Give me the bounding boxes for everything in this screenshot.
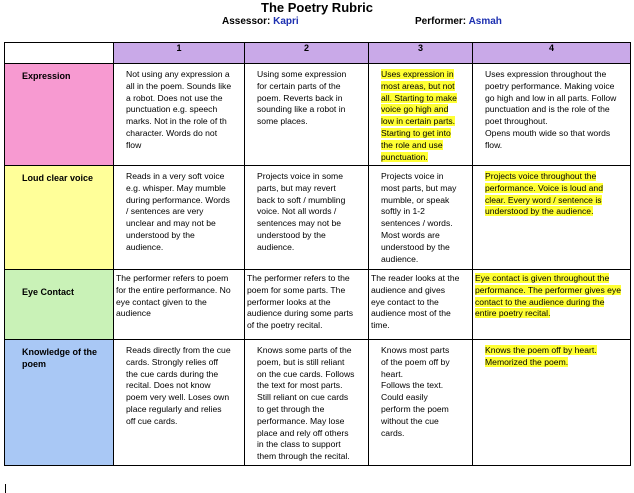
cell-line: Reads in a very soft voice bbox=[126, 171, 225, 181]
assessor-name: Kapri bbox=[273, 16, 299, 27]
descriptor-cell bbox=[369, 64, 473, 166]
cell-line: marks. Not in the role of th bbox=[126, 116, 227, 127]
cell-line: poet throughout. bbox=[485, 116, 548, 127]
cell-line: audience. bbox=[381, 253, 419, 264]
cell-line: on the cue cards. Follows bbox=[257, 368, 355, 379]
cell-line: Using some expression bbox=[257, 69, 347, 79]
cell-line: all. Starting to make bbox=[381, 92, 457, 103]
descriptor-cell bbox=[114, 270, 245, 340]
criterion-label: Expression bbox=[22, 71, 71, 81]
text-cursor bbox=[5, 484, 6, 493]
table-row bbox=[5, 64, 631, 166]
cell-line: for certain parts of the bbox=[257, 80, 341, 91]
descriptor-cell bbox=[114, 64, 245, 166]
criterion-label: Loud clear voice bbox=[22, 173, 94, 183]
level-header-4: 4 bbox=[473, 43, 631, 64]
cell-line: Follows the text. bbox=[381, 380, 444, 391]
cell-line: Starting to get into bbox=[381, 127, 451, 138]
cell-line: low in certain parts. bbox=[381, 116, 456, 127]
cell-line: the cue cards during the bbox=[126, 368, 219, 379]
cell-line: audience during some parts bbox=[247, 308, 354, 319]
descriptor-cell bbox=[473, 340, 631, 466]
criterion-label: Eye Contact bbox=[22, 287, 75, 297]
table-row bbox=[5, 270, 631, 340]
cell-line: the role and use bbox=[381, 139, 443, 150]
cell-line: poetry performance. Making voice bbox=[485, 80, 615, 91]
level-header-1: 1 bbox=[114, 43, 245, 64]
cell-line: voice. Not all words / bbox=[257, 206, 337, 217]
cell-line: Still reliant on cue cards bbox=[257, 392, 349, 403]
cell-line: perform the poem bbox=[381, 403, 449, 414]
descriptor-cell bbox=[245, 340, 369, 466]
cell-line: punctuation. bbox=[381, 151, 428, 162]
criterion-expression bbox=[5, 64, 114, 166]
cell-line: Knows most parts bbox=[381, 345, 450, 355]
descriptor-cell bbox=[473, 64, 631, 166]
cell-line: audience most of the bbox=[371, 308, 451, 319]
level-header-3: 3 bbox=[369, 43, 473, 64]
cell-line: for the entire performance. No bbox=[116, 284, 231, 295]
cell-line: Most words are bbox=[381, 229, 440, 240]
cell-line: understood by the bbox=[381, 241, 450, 252]
descriptor-cell bbox=[369, 270, 473, 340]
cell-line: place and rely off others bbox=[257, 427, 349, 438]
cell-line: place regularly and relies bbox=[126, 403, 222, 414]
cell-line: understood by the bbox=[126, 229, 195, 240]
descriptor-cell bbox=[245, 270, 369, 340]
cell-line: of the poetry recital. bbox=[247, 320, 323, 331]
header-row bbox=[5, 43, 631, 64]
cell-line: the text for most parts. bbox=[257, 380, 343, 391]
header-corner bbox=[5, 43, 114, 64]
cell-line: poem very well. Loses own bbox=[126, 392, 230, 403]
cell-line: audience. bbox=[257, 241, 295, 252]
cell-line: understood by the audience. bbox=[485, 206, 594, 217]
cell-line: cards. bbox=[381, 427, 405, 438]
cell-line: performance. May lose bbox=[257, 415, 345, 426]
cell-line: without the cue bbox=[381, 415, 439, 426]
cell-line: most parts, but may bbox=[381, 182, 457, 193]
cell-line: to get through the bbox=[257, 403, 325, 414]
descriptor-cell bbox=[473, 166, 631, 270]
cell-line: back to soft / mumbling bbox=[257, 194, 346, 205]
level-header-2: 2 bbox=[245, 43, 369, 64]
cell-line: cards. Strongly relies off bbox=[126, 356, 219, 367]
performer-label: Performer: bbox=[415, 16, 467, 27]
cell-line: Knows some parts of the bbox=[257, 345, 352, 355]
performer-name: Asmah bbox=[468, 16, 502, 27]
cell-line: Projects voice in bbox=[381, 171, 444, 181]
cell-line: The reader looks at the bbox=[371, 273, 460, 283]
cell-line: Knows the poem off by heart. bbox=[485, 345, 597, 355]
cell-line: recital. Does not know bbox=[126, 380, 211, 391]
descriptor-cell bbox=[245, 64, 369, 166]
descriptor-cell bbox=[369, 166, 473, 270]
cell-line: flow bbox=[126, 139, 142, 150]
criterion-label: Knowledge of the bbox=[22, 347, 97, 357]
cell-line: Uses expression throughout the bbox=[485, 69, 607, 79]
descriptor-cell bbox=[245, 166, 369, 270]
descriptor-cell bbox=[114, 340, 245, 466]
cell-line: flow. bbox=[485, 139, 503, 150]
cell-line: eye contact given to the bbox=[116, 296, 207, 307]
cell-line: some places. bbox=[257, 116, 308, 127]
cell-line: entire poetry recital. bbox=[475, 308, 551, 319]
cell-line: mumble, or speak bbox=[381, 194, 450, 205]
cell-line: softly in 1-2 bbox=[381, 206, 425, 217]
cell-line: audience bbox=[116, 308, 151, 319]
cell-line: clear. Every word / sentence is bbox=[485, 194, 602, 205]
cell-line: punctuation e.g. speech bbox=[126, 104, 218, 115]
cell-line: in the class to support bbox=[257, 439, 341, 450]
criterion-loud-clear-voice bbox=[5, 166, 114, 270]
cell-line: understood by the bbox=[257, 229, 326, 240]
cell-line: a robot. Does not use the bbox=[126, 92, 223, 103]
assessor-label: Assessor: bbox=[222, 16, 271, 27]
cell-line: poem for some parts. The bbox=[247, 284, 346, 295]
cell-line: performance. The performer gives eye bbox=[475, 284, 622, 295]
assessor-info bbox=[222, 16, 299, 28]
cell-line: Opens mouth wide so that words bbox=[485, 127, 611, 138]
cell-line: go high and low in all parts. Follow bbox=[485, 92, 617, 103]
cell-line: The performer refers to the bbox=[247, 273, 350, 283]
cell-line: Uses expression in bbox=[381, 69, 454, 79]
criterion-label-line-2: poem bbox=[22, 359, 47, 369]
cell-line: punctuation and is the role of the bbox=[485, 104, 610, 115]
cell-line: audience and gives bbox=[371, 284, 446, 295]
cell-line: sentences / words. bbox=[381, 218, 453, 229]
cell-line: of the poem off by bbox=[381, 356, 450, 367]
rubric-table bbox=[4, 42, 631, 466]
cell-line: Could easily bbox=[381, 392, 428, 403]
cell-line: character. Words do not bbox=[126, 127, 218, 138]
cell-line: poem, but is still reliant bbox=[257, 356, 345, 367]
cell-line: time. bbox=[371, 320, 390, 331]
cell-line: parts, but may revert bbox=[257, 182, 336, 193]
cell-line: performance. Voice is loud and bbox=[485, 182, 603, 193]
cell-line: / sentences are very bbox=[126, 206, 204, 217]
cell-line: them through the recital. bbox=[257, 451, 350, 462]
cell-line: sounding like a robot in bbox=[257, 104, 346, 115]
cell-line: The performer refers to poem bbox=[116, 273, 229, 283]
cell-line: Memorized the poem. bbox=[485, 356, 569, 367]
cell-line: eye contact to the bbox=[371, 296, 439, 307]
descriptor-cell bbox=[473, 270, 631, 340]
cell-line: Projects voice throughout the bbox=[485, 171, 597, 181]
performer-info bbox=[415, 16, 502, 28]
cell-line: sentences may not be bbox=[257, 218, 342, 229]
cell-line: performer looks at the bbox=[247, 296, 331, 307]
cell-line: unclear and may not be bbox=[126, 218, 216, 229]
cell-line: Eye contact is given throughout the bbox=[475, 273, 610, 283]
criterion-knowledge-of-the-poem bbox=[5, 340, 114, 466]
cell-line: poem. Reverts back in bbox=[257, 92, 343, 103]
table-row bbox=[5, 166, 631, 270]
criterion-eye-contact bbox=[5, 270, 114, 340]
cell-line: contact to the audience during the bbox=[475, 296, 605, 307]
cell-line: voice go high and bbox=[381, 104, 449, 115]
cell-line: heart. bbox=[381, 368, 403, 379]
cell-line: audience. bbox=[126, 241, 164, 252]
cell-line: during performance. Words bbox=[126, 194, 230, 205]
rubric-title: The Poetry Rubric bbox=[261, 0, 373, 15]
cell-line: all in the poem. Sounds like bbox=[126, 80, 232, 91]
cell-line: most areas, but not bbox=[381, 80, 455, 91]
table-row bbox=[5, 340, 631, 466]
cell-line: Projects voice in some bbox=[257, 171, 343, 181]
descriptor-cell bbox=[114, 166, 245, 270]
cell-line: e.g. whisper. May mumble bbox=[126, 182, 226, 193]
descriptor-cell bbox=[369, 340, 473, 466]
cell-line: Not using any expression a bbox=[126, 69, 230, 79]
cell-line: Reads directly from the cue bbox=[126, 345, 231, 355]
cell-line: off cue cards. bbox=[126, 415, 178, 426]
